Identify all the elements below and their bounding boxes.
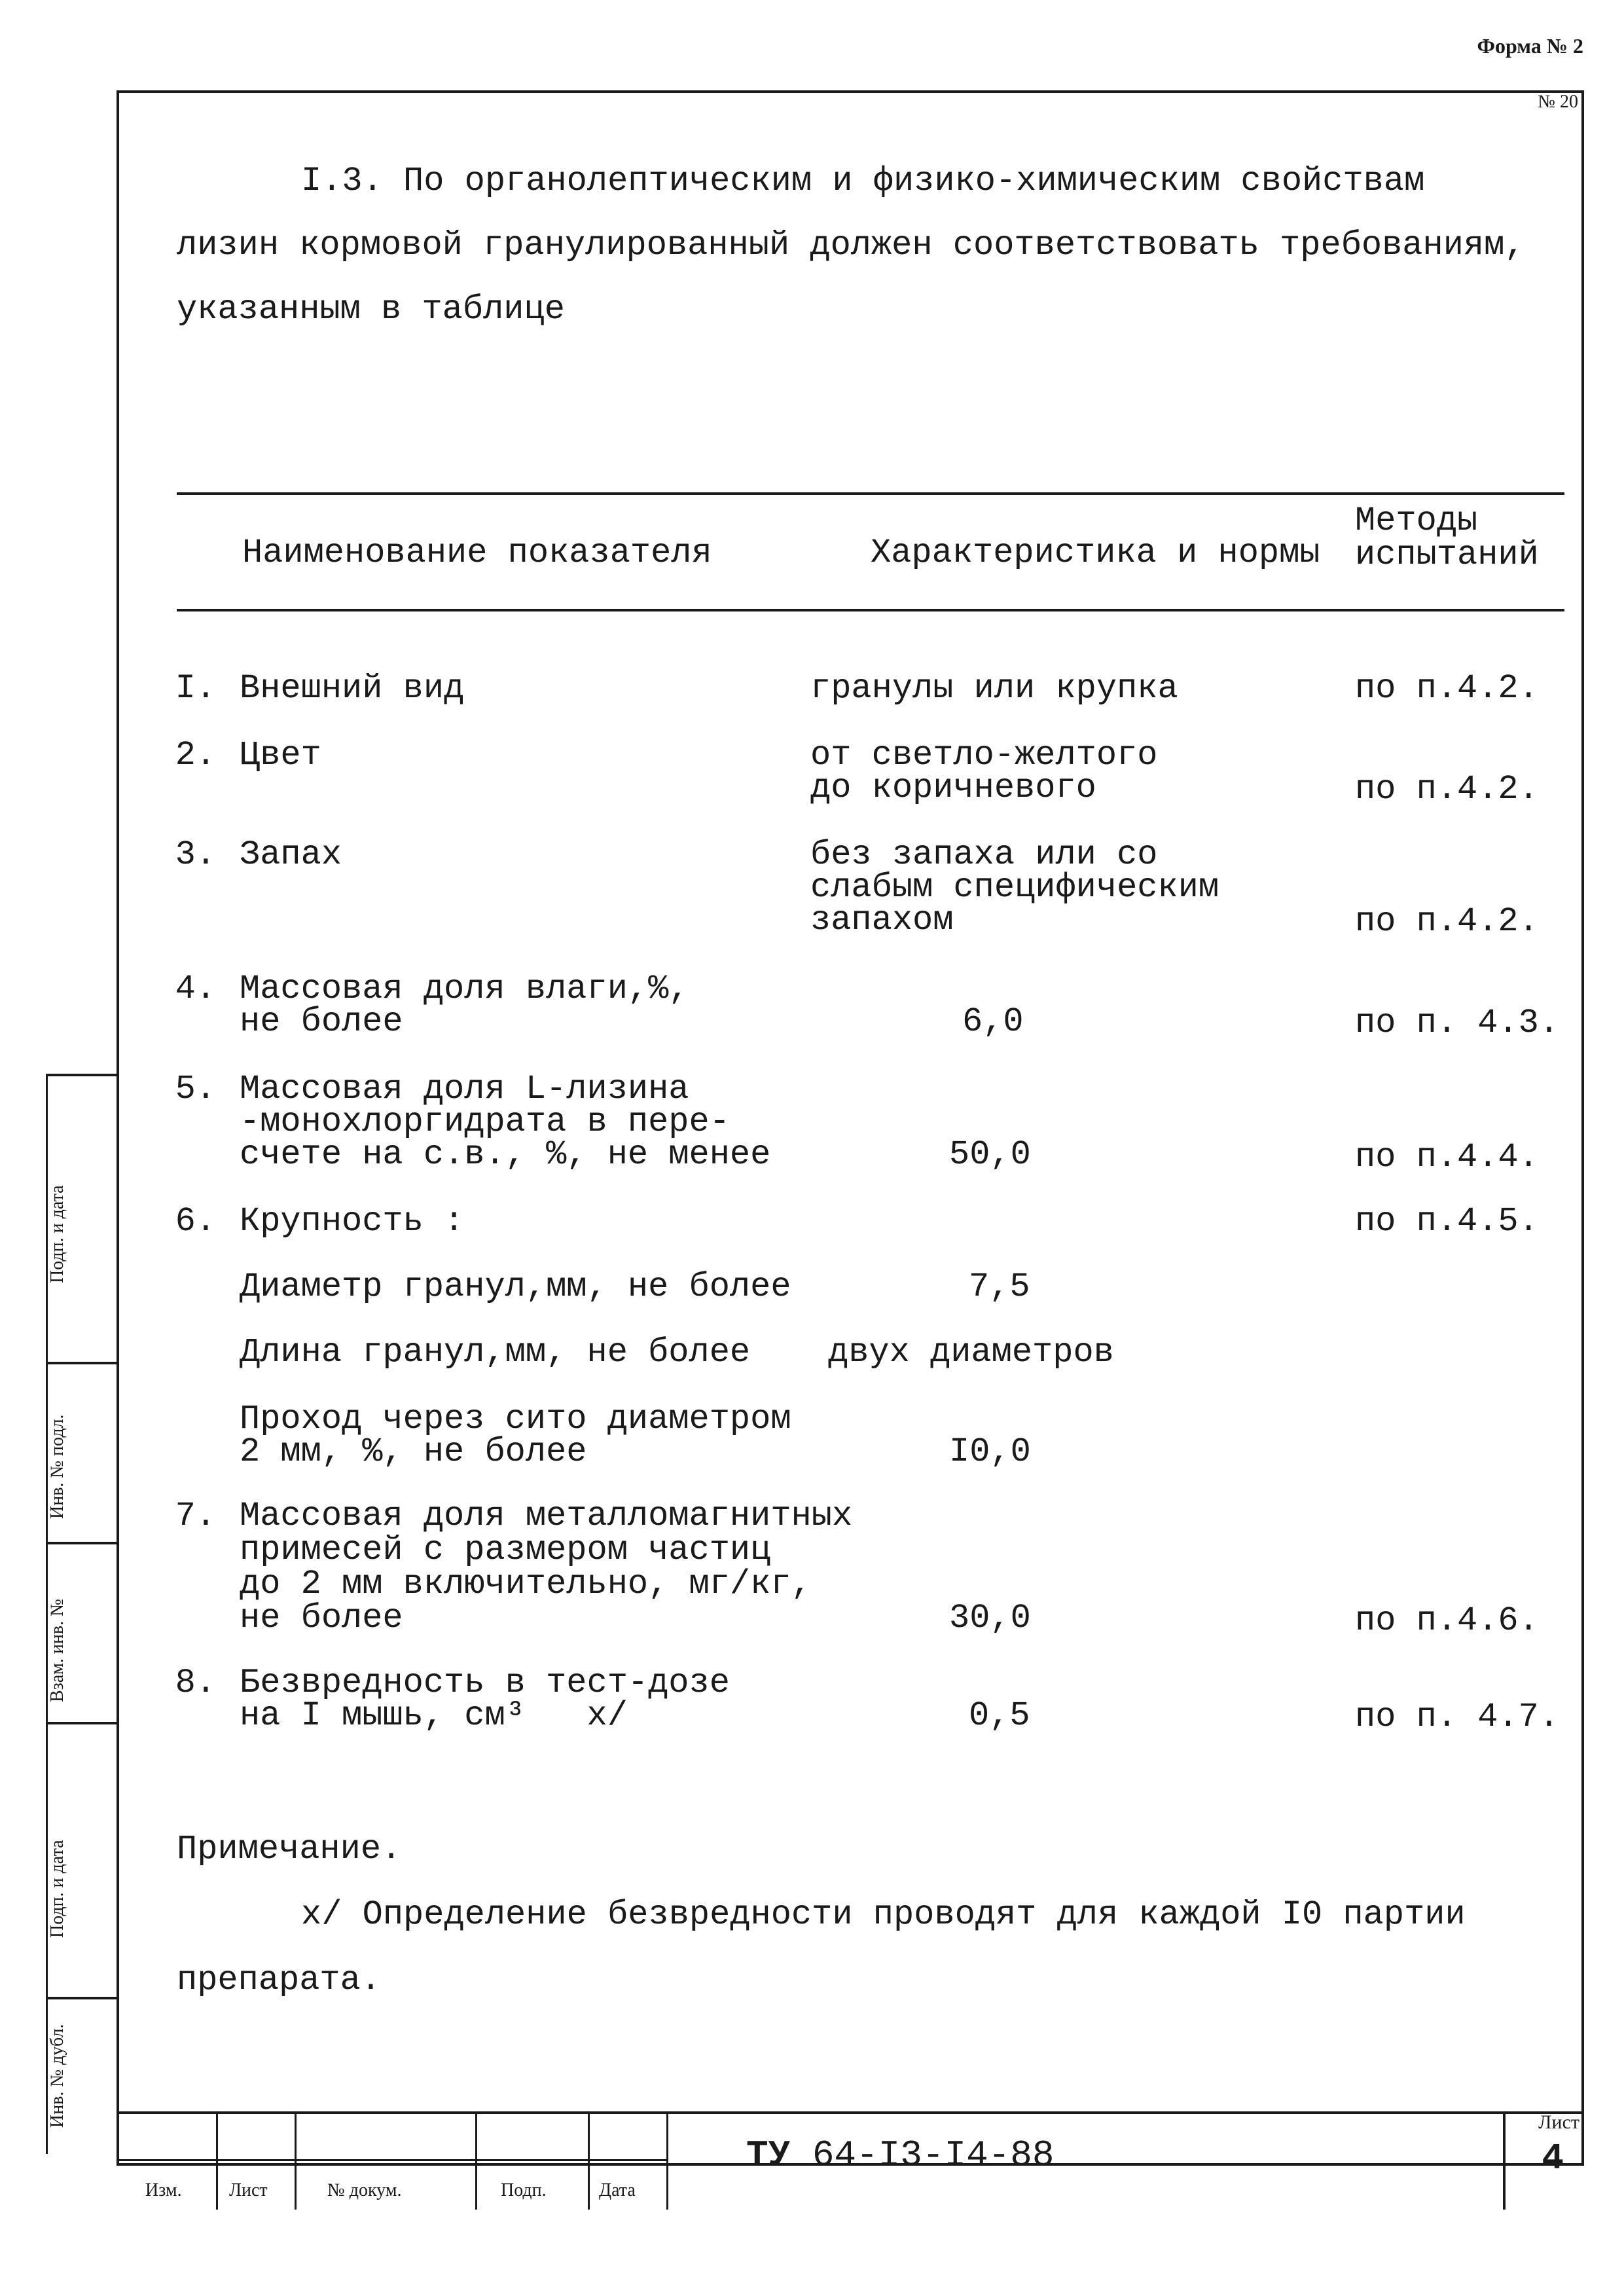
intro-line-2: лизин кормовой гранулированный должен соответствовать требованиям, — [177, 226, 1525, 264]
table-top-rule — [177, 492, 1564, 495]
row-method: по п.4.2. — [1355, 770, 1539, 809]
side-divider — [46, 1362, 117, 1364]
header-norms: Характеристика и нормы — [871, 534, 1320, 572]
row-number: 4. — [175, 970, 216, 1008]
row-norm: гранулы или крупка — [810, 669, 1178, 708]
row-name: счете на с.в., %, не менее — [240, 1135, 771, 1174]
row-name: на I мышь, см³ х/ — [240, 1696, 628, 1735]
tb-label-izm: Изм. — [145, 2180, 182, 2200]
row-norm: 7,5 — [969, 1267, 1030, 1306]
row-norm: слабым специфическим — [810, 868, 1219, 907]
row-name: Диаметр гранул,мм, не более — [240, 1267, 791, 1306]
header-name: Наименование показателя — [242, 534, 712, 572]
row-name: Крупность : — [240, 1202, 465, 1241]
row-norm: I0,0 — [949, 1432, 1031, 1471]
tb-label-podp: Подп. — [501, 2180, 547, 2200]
row-norm: 6,0 — [962, 1002, 1024, 1041]
row-name: 2 мм, %, не более — [240, 1432, 587, 1471]
tb-label-data: Дата — [599, 2180, 636, 2200]
row-name: Внешний вид — [240, 669, 465, 708]
row-norm: от светло-желтого — [810, 736, 1158, 774]
header-methods-line2: испытаний — [1355, 536, 1539, 574]
note-line-2: препарата. — [177, 1961, 382, 1999]
document-code — [746, 2134, 1055, 2176]
side-divider — [46, 1542, 117, 1544]
row-name: Цвет — [240, 736, 321, 774]
row-method: по п.4.5. — [1355, 1202, 1539, 1241]
row-method: по п.4.4. — [1355, 1138, 1539, 1176]
note-title: Примечание. — [177, 1830, 402, 1868]
row-name: Массовая доля металломагнитных — [240, 1497, 853, 1535]
intro-line-1: I.3. По органолептическим и физико-химическим свойствам — [301, 162, 1425, 200]
sheet-label: Лист — [1538, 2111, 1579, 2133]
row-name: Проход через сито диаметром — [240, 1400, 791, 1438]
row-norm: без запаха или со — [810, 835, 1158, 874]
row-method: по п.4.2. — [1355, 669, 1539, 708]
stamp-inv-podl: Инв. № подл. — [47, 1414, 67, 1519]
row-norm: до коричневого — [810, 769, 1096, 807]
document-code-number: 64-I3-I4-88 — [812, 2134, 1055, 2176]
row-name: не более — [240, 1599, 403, 1637]
stamp-podp-data-2: Подп. и дата — [47, 1840, 67, 1938]
row-number: 3. — [175, 835, 216, 874]
intro-line-3: указанным в таблице — [177, 290, 565, 329]
form-label: Форма № 2 — [1477, 34, 1583, 58]
row-method: по п. 4.7. — [1355, 1698, 1560, 1736]
row-method: по п.4.6. — [1355, 1601, 1539, 1640]
row-name: Массовая доля влаги,%, — [240, 970, 689, 1008]
stamp-inv-dubl: Инв. № дубл. — [47, 2024, 67, 2128]
row-name: Длина гранул,мм, не более — [240, 1333, 751, 1372]
side-divider — [46, 1997, 117, 1999]
row-norm: двух диаметров — [828, 1333, 1114, 1372]
header-methods — [1355, 501, 1539, 574]
side-divider — [46, 1074, 117, 1076]
tb-label-doc: № докум. — [327, 2180, 402, 2200]
sheet-number: 4 — [1542, 2138, 1564, 2179]
row-method: по п. 4.3. — [1355, 1004, 1560, 1042]
row-name: Запах — [240, 835, 342, 874]
document-code-prefix: ТУ — [746, 2134, 791, 2176]
row-norm: 50,0 — [949, 1135, 1031, 1174]
header-methods-line1: Методы — [1355, 501, 1478, 540]
row-name: не более — [240, 1002, 403, 1041]
table-header-rule — [177, 609, 1564, 611]
row-norm: 0,5 — [969, 1696, 1030, 1735]
tb-label-list: Лист — [229, 2180, 268, 2200]
row-number: 5. — [175, 1070, 216, 1108]
row-name: примесей с размером частиц — [240, 1531, 771, 1569]
row-name: Безвредность в тест-дозе — [240, 1664, 730, 1702]
row-number: 7. — [175, 1497, 216, 1535]
stamp-podp-data-1: Подп. и дата — [47, 1185, 67, 1283]
row-norm: запахом — [810, 901, 954, 939]
row-name: -монохлоргидрата в пере- — [240, 1102, 730, 1141]
row-number: 8. — [175, 1664, 216, 1702]
row-name: до 2 мм включительно, мг/кг, — [240, 1565, 812, 1603]
row-number: 6. — [175, 1202, 216, 1241]
stamp-vzam-inv: Взам. инв. № — [47, 1599, 67, 1702]
page-number-top: № 20 — [1538, 92, 1578, 112]
intro-paragraph — [177, 149, 1564, 342]
row-name: Массовая доля L-лизина — [240, 1070, 689, 1108]
row-number: I. — [175, 669, 216, 708]
row-norm: 30,0 — [949, 1599, 1031, 1637]
row-method: по п.4.2. — [1355, 902, 1539, 941]
side-stamp-column — [0, 1074, 117, 2154]
tb-cell-sheet — [1503, 2111, 1506, 2210]
note-line-1: х/ Определение безвредности проводят для каждой I0 партии — [301, 1895, 1466, 1934]
side-divider — [46, 1722, 117, 1724]
row-number: 2. — [175, 736, 216, 774]
